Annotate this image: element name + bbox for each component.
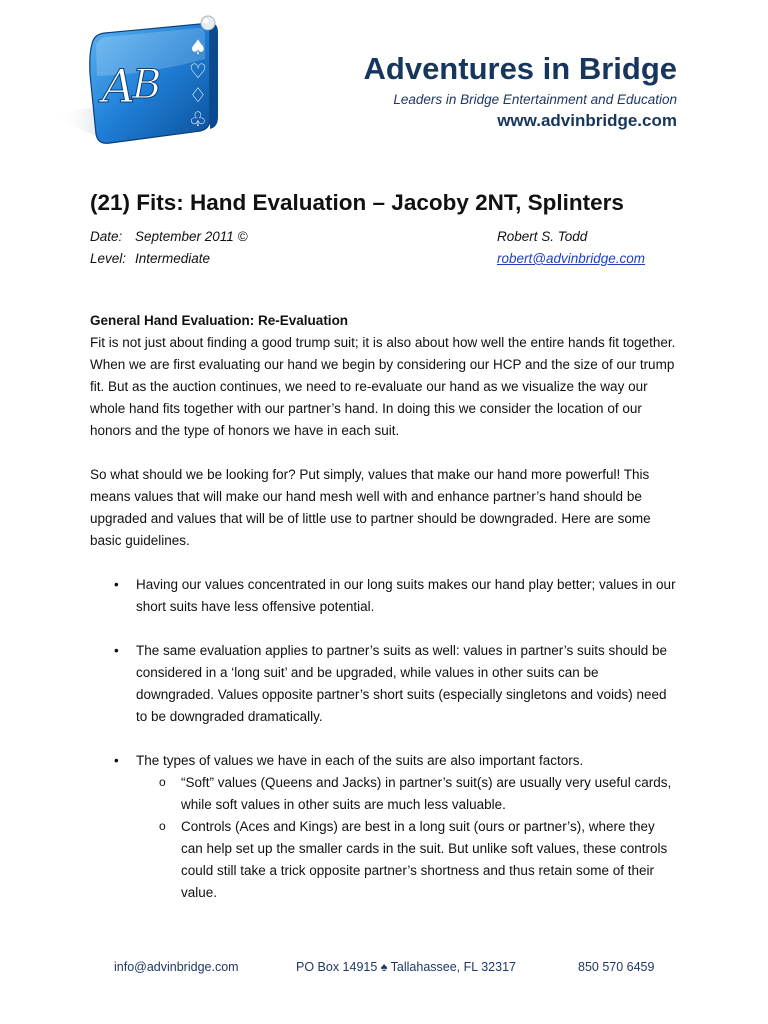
- section-heading: General Hand Evaluation: Re-Evaluation: [90, 313, 349, 328]
- sub-list-item: o “Soft” values (Queens and Jacks) in partner’s suit(s) are usually very useful cards, while soft values in other suits are much less valuable.: [136, 772, 680, 816]
- svg-text:A: A: [102, 59, 136, 113]
- date-value: September 2011 ©: [135, 229, 248, 244]
- level-row: [90, 248, 248, 270]
- level-label: Level:: [90, 251, 127, 266]
- list-item: • Having our values concentrated in our long suits makes our hand play better; values in our short suits have less offensive potential.: [90, 574, 680, 618]
- document-body: [90, 310, 680, 926]
- date-row: [90, 226, 248, 248]
- brand-block: [364, 50, 678, 131]
- paragraph-1: Fit is not just about finding a good trump suit; it is also about how well the entire hands fit together. When we are first evaluating our hand we begin by considering our HCP and the size of our trump fit. But as the auction continues, we need to re-evaluate our hand as we visualize the way our whole hand fits together with our partner’s hand. In doing this we consider the location of our honors and the type of honors we have in each suit.: [90, 335, 676, 438]
- company-logo: [50, 14, 225, 149]
- author-name: Robert S. Todd: [497, 229, 588, 244]
- svg-text:♡: ♡: [189, 59, 207, 83]
- author-email-link[interactable]: robert@advinbridge.com: [497, 251, 646, 266]
- brand-url[interactable]: www.advinbridge.com: [497, 111, 677, 130]
- level-value: Intermediate: [135, 251, 211, 266]
- sub-list: [136, 772, 680, 904]
- document-meta-right: [497, 226, 645, 270]
- guidelines-list: [90, 574, 680, 904]
- svg-text:B: B: [132, 62, 162, 108]
- sub-list-item: o Controls (Aces and Kings) are best in a long suit (ours or partner’s), where they can help set up the smaller cards in the suit. But unlike soft values, these controls could still take a trick opposite partner’s shortness and thus retain some of their value.: [136, 816, 680, 904]
- list-item-text: The types of values we have in each of the suits are also important factors.: [136, 753, 584, 768]
- svg-text:♧: ♧: [189, 107, 207, 131]
- document-title: (21) Fits: Hand Evaluation – Jacoby 2NT, Splinters: [90, 190, 624, 215]
- list-item: [90, 750, 680, 904]
- svg-text:♢: ♢: [189, 83, 207, 107]
- date-label: Date:: [90, 229, 123, 244]
- brand-tagline: Leaders in Bridge Entertainment and Education: [393, 92, 677, 107]
- brand-title: Adventures in Bridge: [363, 51, 677, 86]
- ab-logo-icon: [50, 14, 225, 149]
- footer-address: PO Box 14915 ♠ Tallahassee, FL 32317: [296, 960, 516, 974]
- svg-text:♠: ♠: [189, 35, 207, 59]
- document-meta-left: [90, 226, 248, 270]
- list-item: • The same evaluation applies to partner’s suits as well: values in partner’s suits should be considered in a ‘long suit’ and be upgraded, while values in other suits can be downgraded. Values opposite partner’s short suits (especially singletons and voids) need to be downgraded dramatically.: [90, 640, 680, 728]
- footer-email[interactable]: info@advinbridge.com: [114, 960, 239, 974]
- paragraph-2: So what should we be looking for? Put simply, values that make our hand more powerful! This means values that will make our hand mesh well with and enhance partner’s hand should be upgraded and values that will be of little use to partner should be downgraded. Here are some basic guidelines.: [90, 467, 651, 548]
- footer-phone: 850 570 6459: [578, 960, 655, 974]
